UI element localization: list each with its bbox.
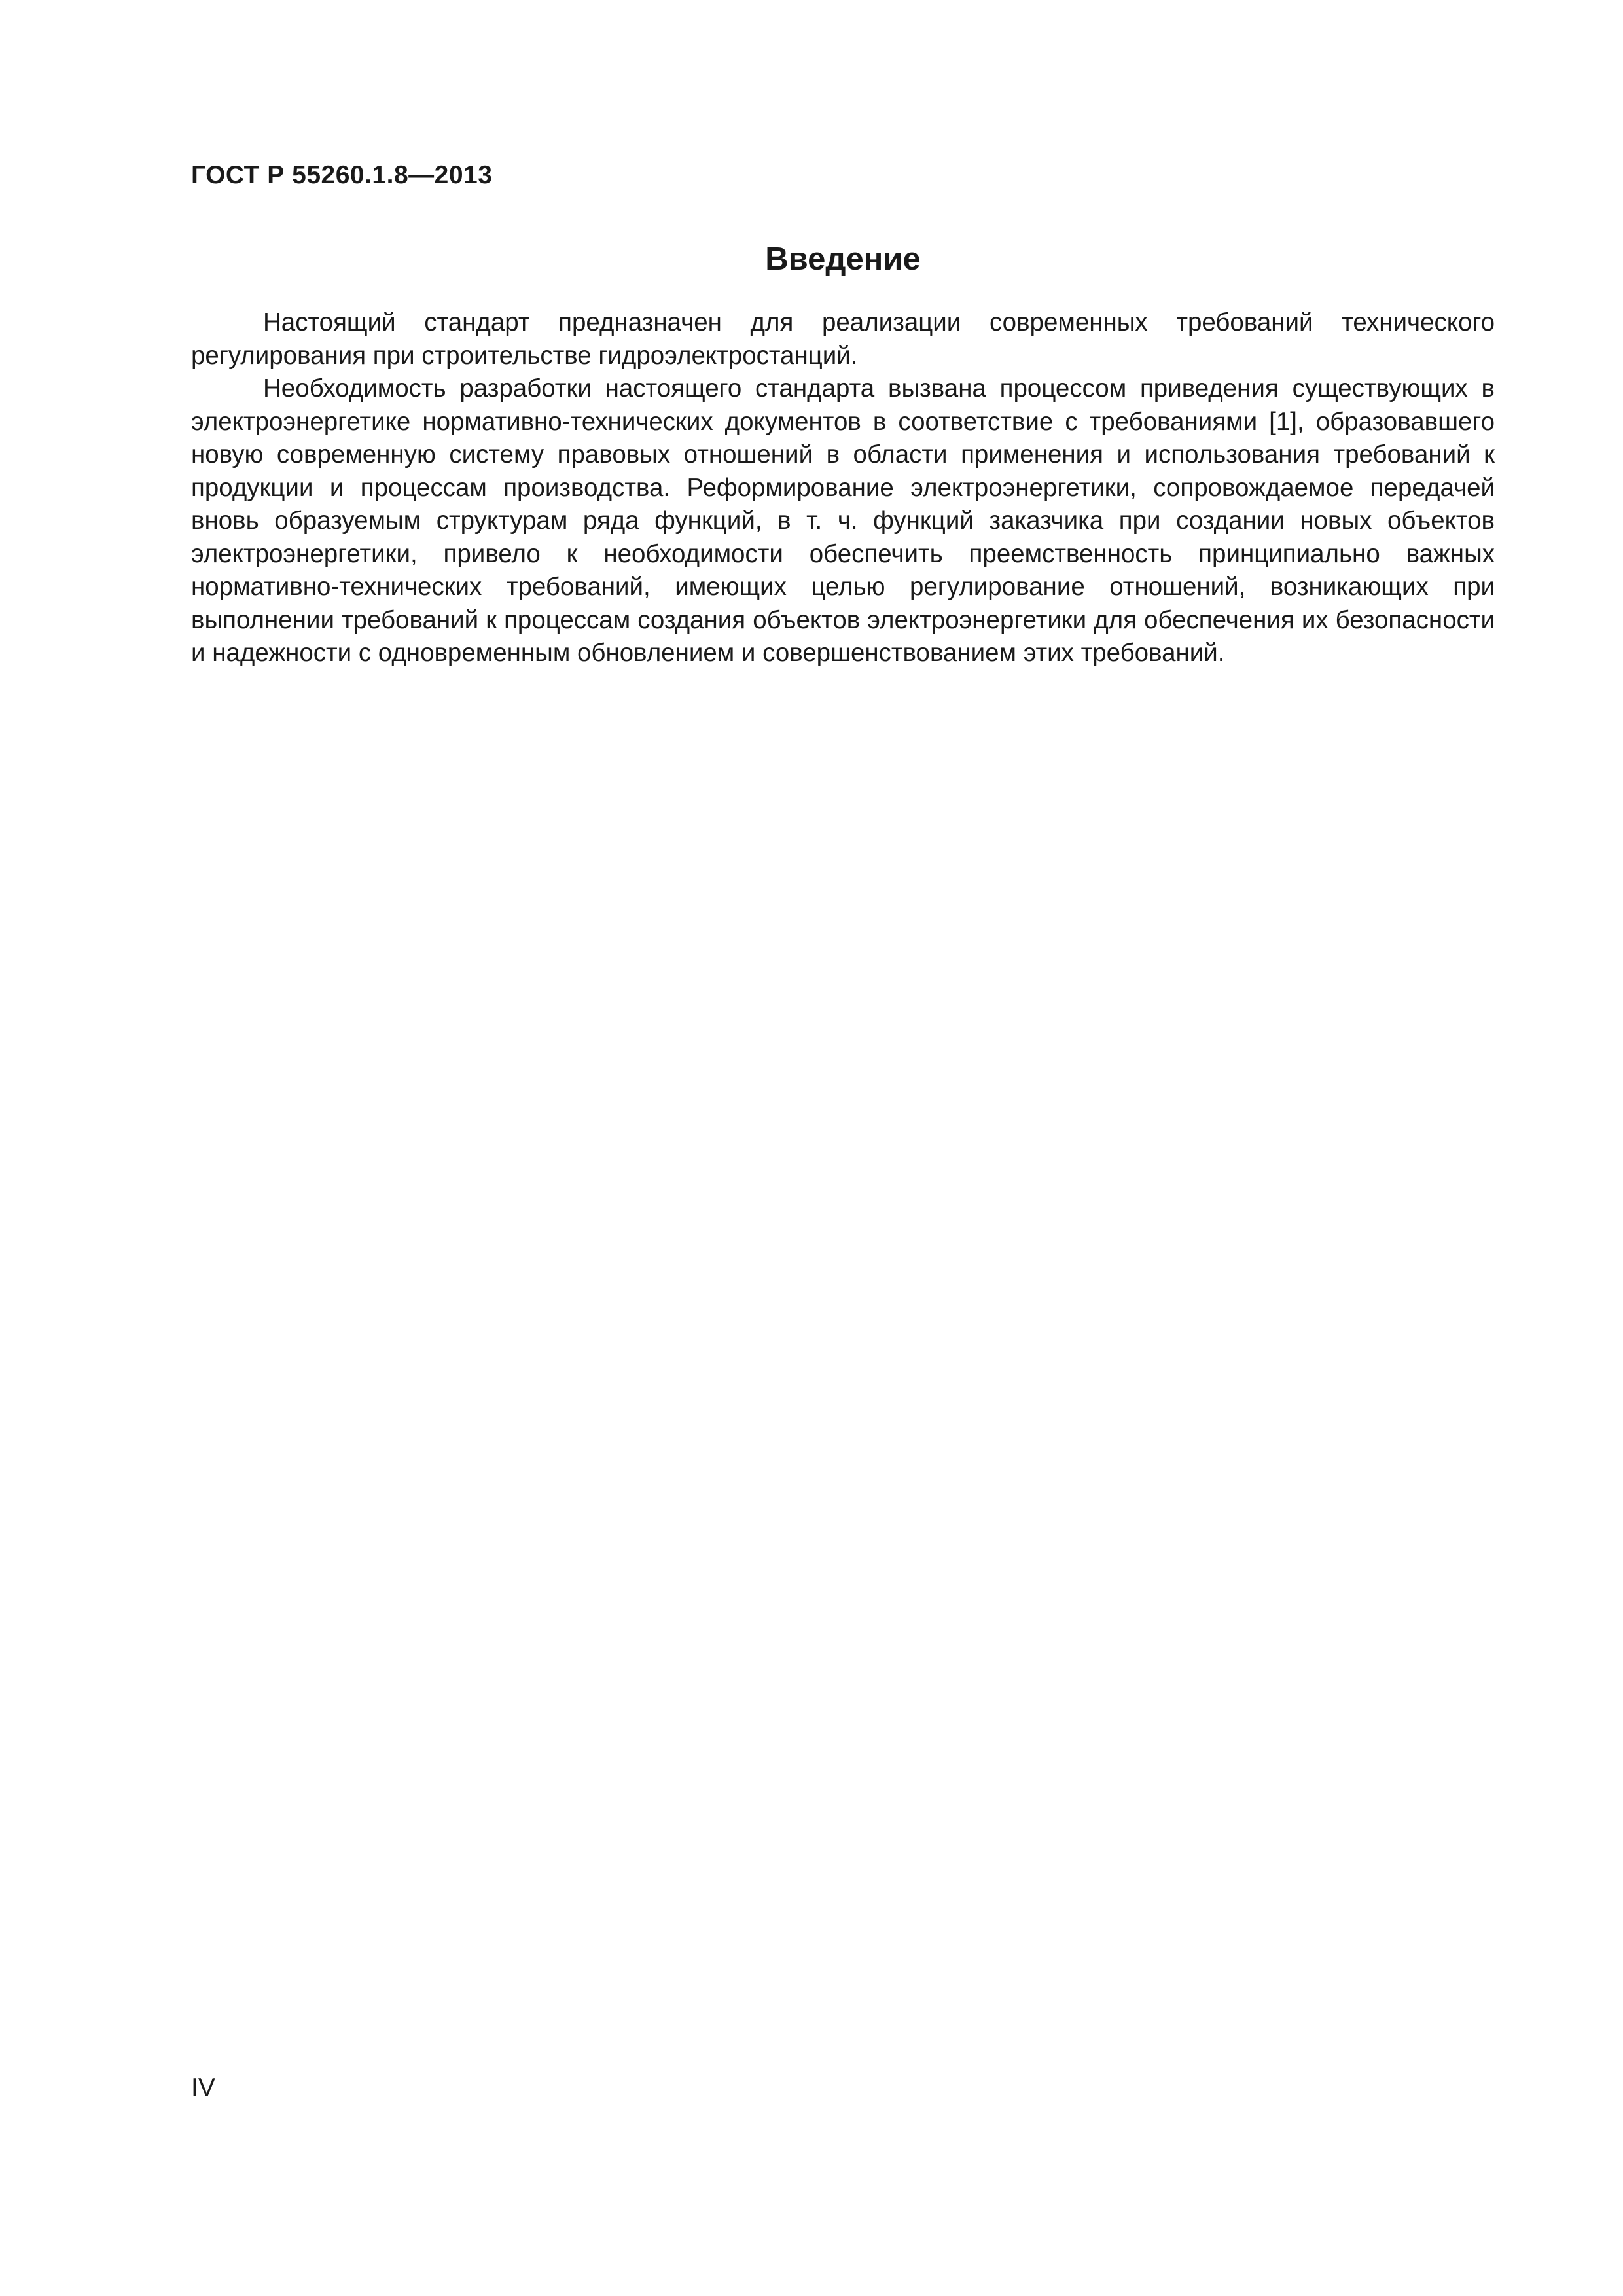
document-header: ГОСТ Р 55260.1.8—2013 <box>191 161 493 189</box>
paragraph-1: Настоящий стандарт предназначен для реализации современных требований технического регулирования при строительстве гидроэлектростанций. <box>191 308 1495 370</box>
page-number: IV <box>191 2073 215 2102</box>
document-body <box>191 306 1495 670</box>
paragraph-2: Необходимость разработки настоящего стандарта вызвана процессом приведения существующих в электроэнергетике нормативно-технических документов в соответствие с требованиями [1], образовавшего новую современную систему правовых отношений в области применения и использования требований к продукции и процессам производства. Реформирование электроэнергетики, сопровождаемое передачей вновь образуемым структурам ряда функций, в т. ч. функций заказчика при создании новых объектов электроэнергетики, привело к необходимости обеспечить преемственность принципиально важных нормативно-технических требований, имеющих целью регулирование отношений, возникающих при выполнении требований к процессам создания объектов электроэнергетики для обеспечения их безопасности и надежности с одновременным обновлением и совершенствованием этих требований. <box>191 374 1495 667</box>
section-title: Введение <box>765 242 921 277</box>
